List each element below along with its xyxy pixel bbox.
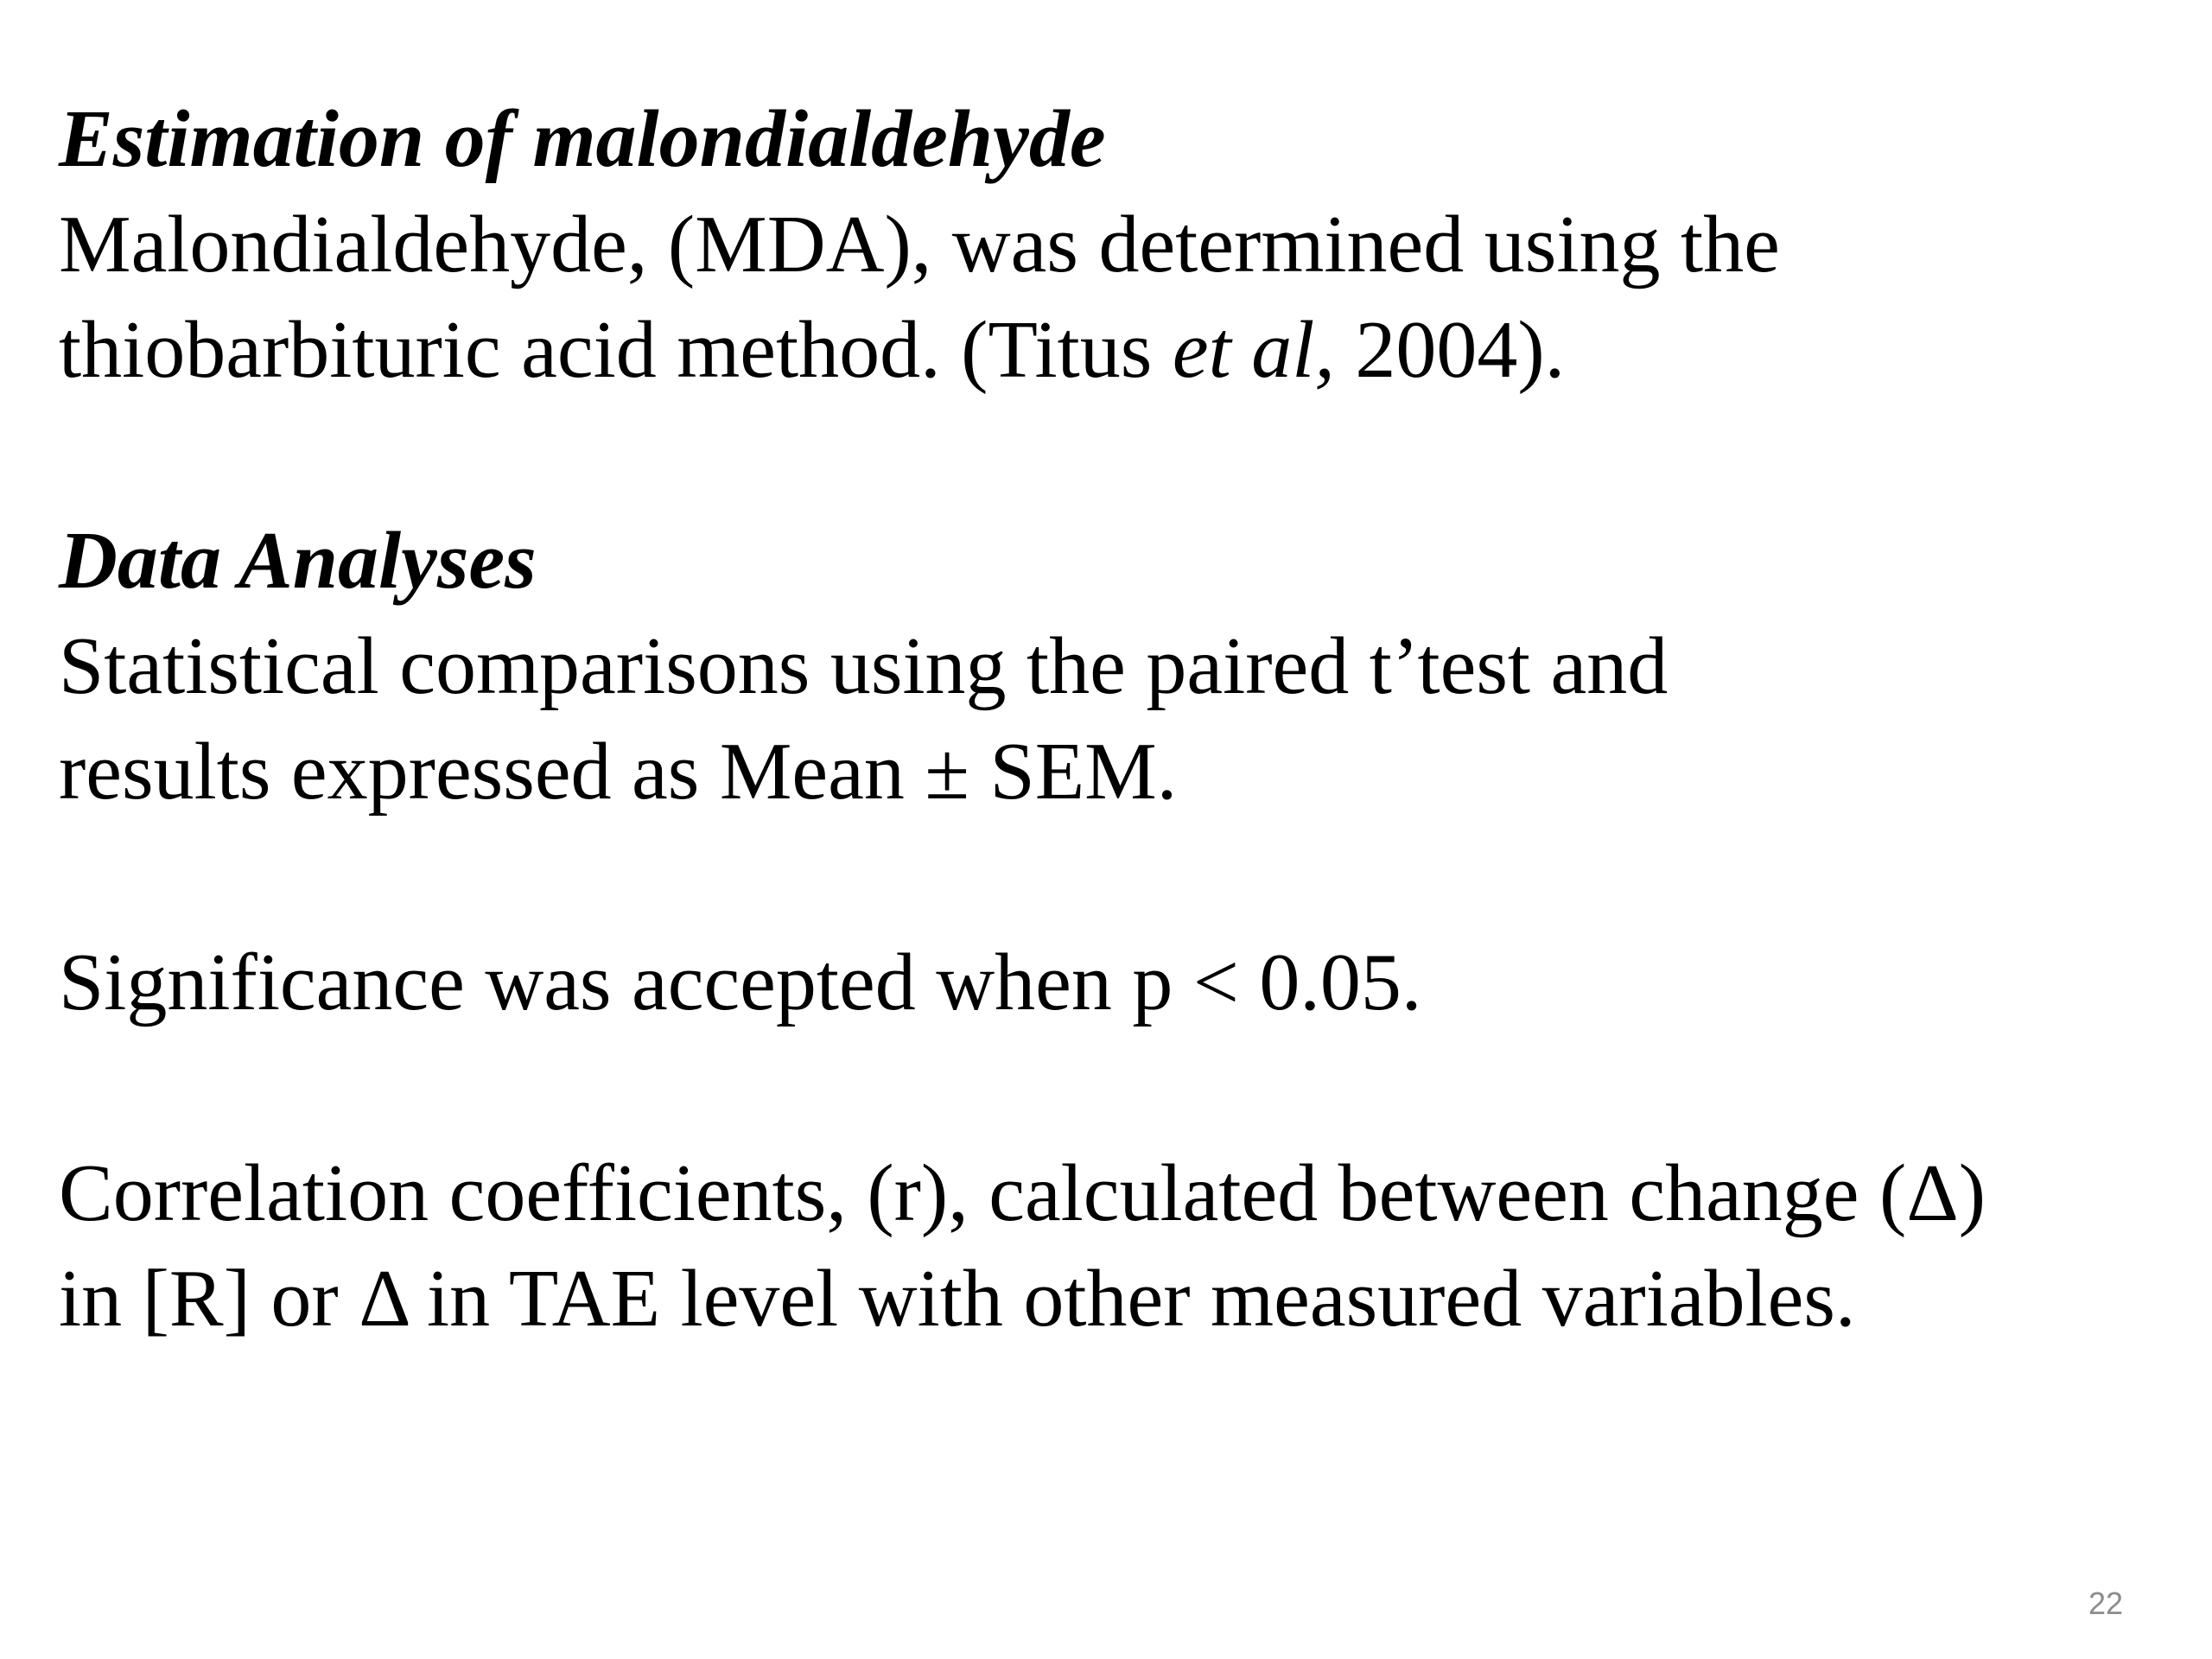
body-text-line: results expressed as Mean ± SEM.	[59, 727, 1178, 817]
spacer	[59, 403, 2167, 508]
correlation-text: in [R] or Δ in TAE level with other measured variables.	[59, 1254, 1856, 1344]
section-heading-data-analyses: Data Analyses	[59, 516, 537, 606]
slide-body	[59, 86, 2167, 1351]
significance-text: Significance was accepted when p < 0.05.	[59, 938, 1422, 1027]
body-text-line-citation	[59, 297, 2167, 403]
spacer	[59, 824, 2167, 930]
slide-number: 22	[2088, 1586, 2123, 1621]
spacer	[59, 1035, 2167, 1141]
citation-year: 2004).	[1334, 305, 1566, 395]
citation-text: thiobarbituric acid method. (Titus	[59, 305, 1173, 395]
citation-et-al: et al,	[1172, 305, 1335, 395]
correlation-text: Correlation coefficients, (r), calculated between change (Δ)	[59, 1148, 1986, 1238]
section-heading-mda: Estimation of malondialdehyde	[59, 94, 1106, 184]
body-text-line: Statistical comparisons using the paired t’test and	[59, 621, 1669, 711]
body-text-line: Malondialdehyde, (MDA), was determined using the	[59, 200, 1780, 289]
